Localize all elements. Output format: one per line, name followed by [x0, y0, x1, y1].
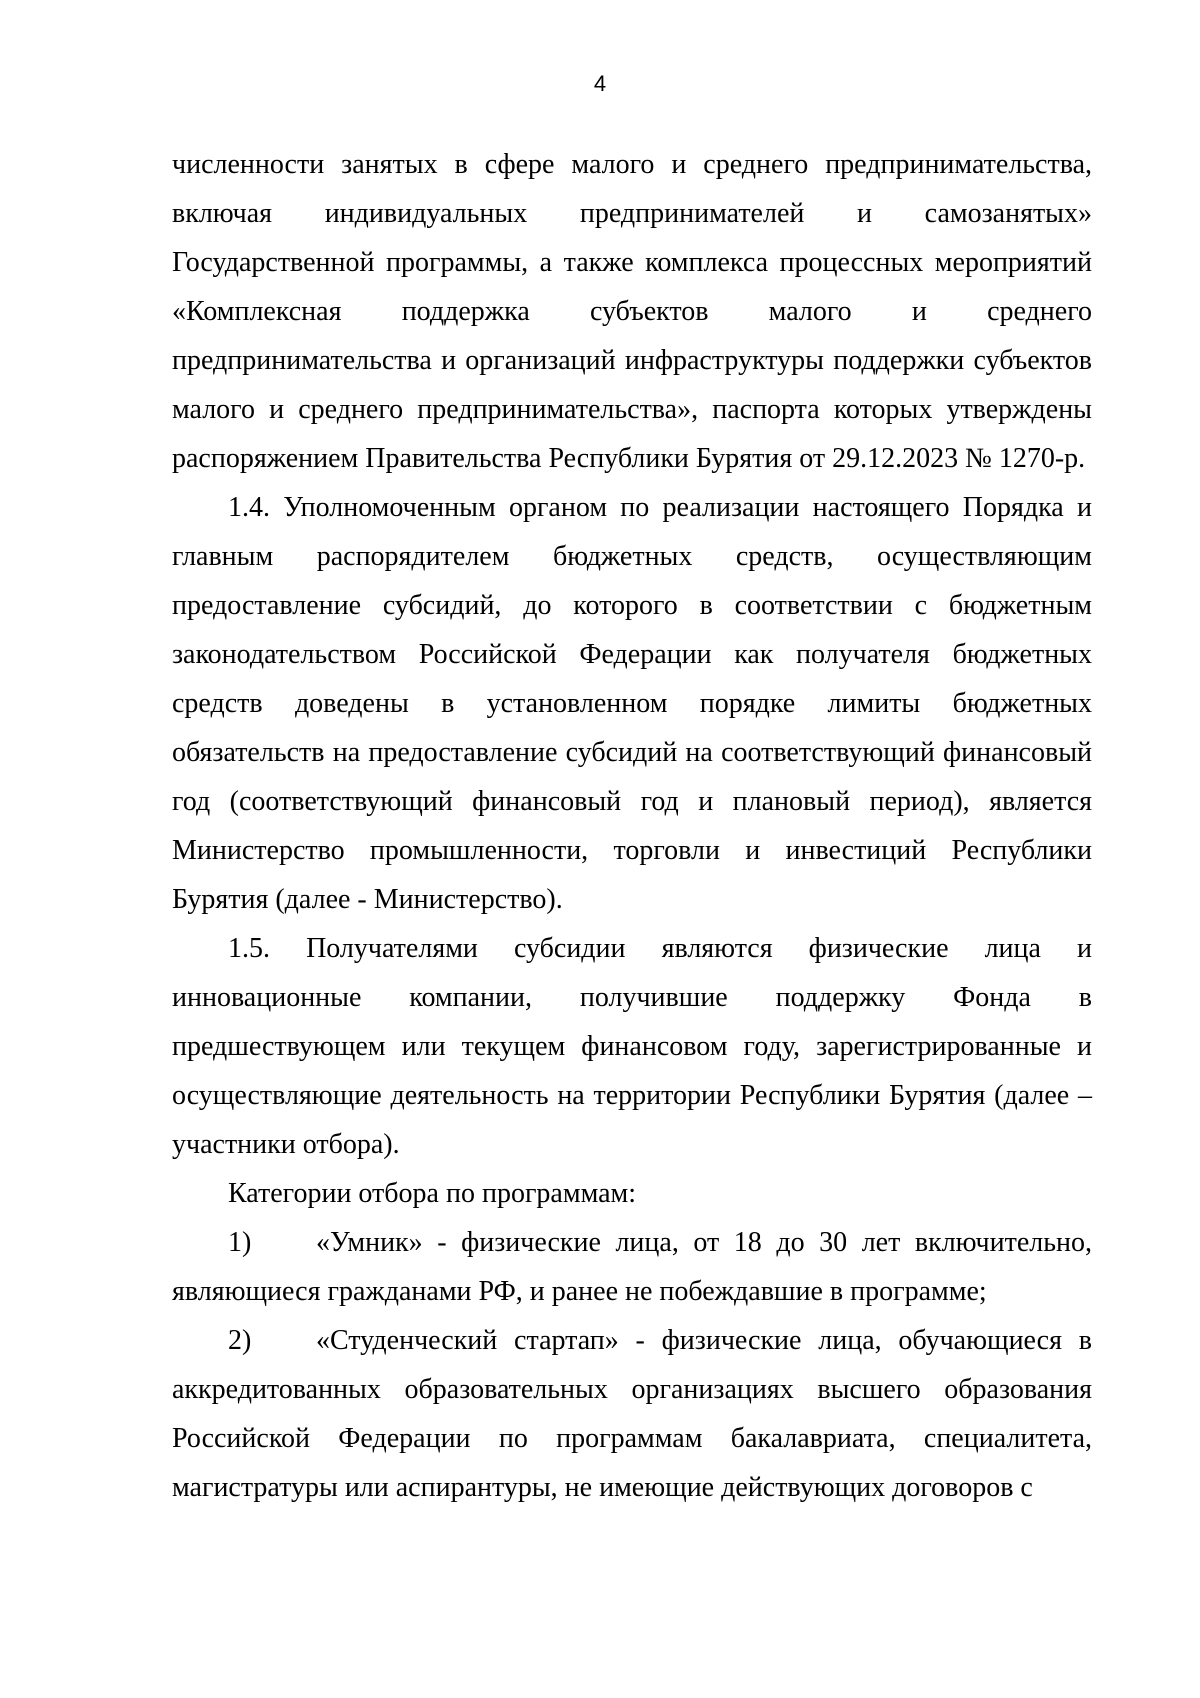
- list-text: «Умник» - физические лица, от 18 до 30 лет включительно, являющиеся гражданами РФ, и ранее не побеждавшие в программе;: [172, 1227, 1092, 1307]
- paragraph-1-5: 1.5. Получателями субсидии являются физические лица и инновационные компании, получившие поддержку Фонда в предшествующем или текущем финансовом году, зарегистрированные и осуществляющие деятельность на территории Республики Бурятия (далее – участники отбора).: [172, 933, 1092, 1160]
- list-item-umnik: [172, 1218, 1092, 1316]
- paragraph-continuation: численности занятых в сфере малого и среднего предпринимательства, включая индивидуальных предпринимателей и самозанятых» Государственной программы, а также комплекса процессных мероприятий «Комплексная поддержка субъектов малого и среднего предпринимательства и организаций инфраструктуры поддержки субъектов малого и среднего предпринимательства», паспорта которых утверждены распоряжением Правительства Республики Бурятия от 29.12.2023 № 1270-р.: [172, 149, 1092, 474]
- page-number: 4: [593, 71, 607, 96]
- list-number: 1): [228, 1227, 252, 1258]
- list-item-student-startup: [172, 1316, 1092, 1512]
- paragraph-categories: Категории отбора по программам:: [228, 1178, 637, 1209]
- document-body: [172, 140, 1092, 1512]
- list-text: «Студенческий стартап» - физические лица, обучающиеся в аккредитованных образовательных организациях высшего образования Российской Федерации по программам бакалавриата, специалитета, магистратуры или аспирантуры, не имеющие действующих договоров с: [172, 1325, 1092, 1503]
- list-number: 2): [228, 1325, 252, 1356]
- paragraph-1-4: 1.4. Уполномоченным органом по реализации настоящего Порядка и главным распорядителем бюджетных средств, осуществляющим предоставление субсидий, до которого в соответствии с бюджетным законодательством Российской Федерации как получателя бюджетных средств доведены в установленном порядке лимиты бюджетных обязательств на предоставление субсидий на соответствующий финансовый год (соответствующий финансовый год и плановый период), является Министерство промышленности, торговли и инвестиций Республики Бурятия (далее - Министерство).: [172, 492, 1092, 915]
